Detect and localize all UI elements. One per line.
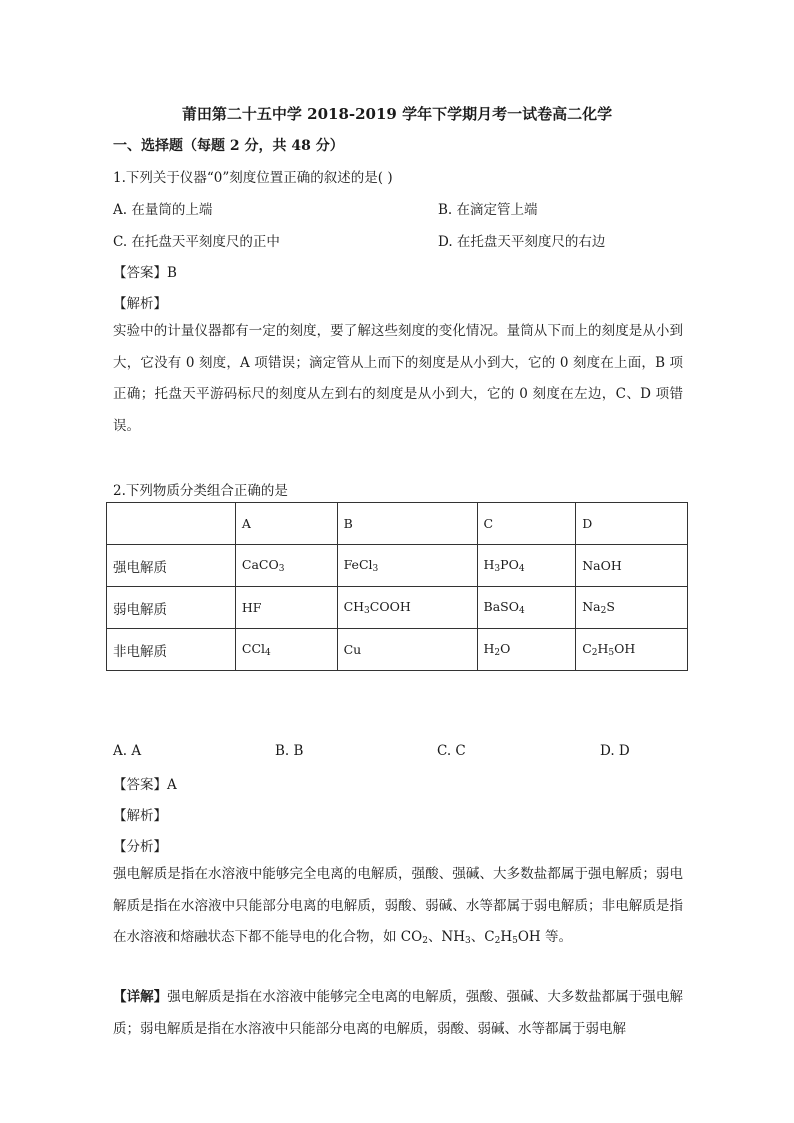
q2-stem: 2.下列物质分类组合正确的是 <box>113 483 288 499</box>
row-label: 弱电解质 <box>107 587 236 629</box>
table-cell: FeCl$_3$ <box>337 545 477 587</box>
table-header-cell: D <box>576 503 688 545</box>
q2-detail-text: 【详解】强电解质是指在水溶液中能够完全电离的电解质，强酸、强碱、大多数盐都属于强电解质；弱电解质是指在水溶液中只能部分电离的电解质，弱酸、弱碱、水等都属于弱电解 <box>113 989 684 1037</box>
table-row <box>107 545 688 587</box>
q1-option-b: B. 在滴定管上端 <box>438 202 538 218</box>
q1-stem: 1.下列关于仪器“0”刻度位置正确的叙述的是( ) <box>113 170 393 186</box>
table-header-cell: C <box>477 503 576 545</box>
table-header-row <box>107 503 688 545</box>
q1-analysis-text: 实验中的计量仪器都有一定的刻度，要了解这些刻度的变化情况。量筒从下而上的刻度是从小到大，它没有 0 刻度，A 项错误；滴定管从上而下的刻度是从小到大，它的 0 刻度在上面，B 项正确；托盘天平游码标尺的刻度从左到右的刻度是从小到大，它的 0 刻度在左边，C、D 项错误。 <box>113 323 683 434</box>
table-cell: BaSO$_4$ <box>477 587 576 629</box>
q2-answer: 【答案】A <box>113 777 177 793</box>
q1-analysis-heading: 【解析】 <box>113 296 167 312</box>
q1-option-a: A. 在量筒的上端 <box>113 202 213 218</box>
table-row <box>107 629 688 671</box>
q2-option-a: A. A <box>113 743 142 759</box>
table-cell: $C_2H_5OH$ <box>576 629 688 671</box>
table-cell: $H_3PO_4$ <box>477 545 576 587</box>
q1-option-d: D. 在托盘天平刻度尺的右边 <box>438 234 606 250</box>
table-row <box>107 587 688 629</box>
table-cell: CaCO$_3$ <box>235 545 337 587</box>
row-label: 强电解质 <box>107 545 236 587</box>
page-title: 莆田第二十五中学 2018-2019 学年下学期月考一试卷高二化学 <box>181 105 613 123</box>
table-header-cell: A <box>235 503 337 545</box>
table-cell: $CH_3COOH$ <box>337 587 477 629</box>
section-heading: 一、选择题（每题 2 分，共 48 分） <box>113 138 344 154</box>
table-cell: $Na_2S$ <box>576 587 688 629</box>
table-cell: Cu <box>337 629 477 671</box>
q1-option-c: C. 在托盘天平刻度尺的正中 <box>113 234 280 250</box>
q2-option-b: B. B <box>275 743 304 759</box>
q1-answer: 【答案】B <box>113 265 177 281</box>
table-cell: HF <box>235 587 337 629</box>
table-header-cell <box>107 503 236 545</box>
q2-detail-heading: 【详解】 <box>113 989 168 1005</box>
table-cell: $H_2O$ <box>477 629 576 671</box>
q2-analysis-heading: 【解析】 <box>113 808 167 824</box>
table-cell: NaOH <box>576 545 688 587</box>
q2-fenxi-heading: 【分析】 <box>113 839 167 855</box>
q2-fenxi-text: 强电解质是指在水溶液中能够完全电离的电解质，强酸、强碱、大多数盐都属于强电解质；弱电解质是指在水溶液中只能部分电离的电解质，弱酸、弱碱、水等都属于弱电解质；非电解质是指在水溶液和熔融状态下都不能导电的化合物，如 $CO_2$、$NH_3$、$C_2H_5OH$ 等。 <box>113 866 683 946</box>
row-label: 非电解质 <box>107 629 236 671</box>
table-cell: CCl$_4$ <box>235 629 337 671</box>
table-header-cell: B <box>337 503 477 545</box>
q2-option-d: D. D <box>600 743 630 759</box>
classification-table <box>106 502 688 671</box>
q2-option-c: C. C <box>437 743 466 759</box>
